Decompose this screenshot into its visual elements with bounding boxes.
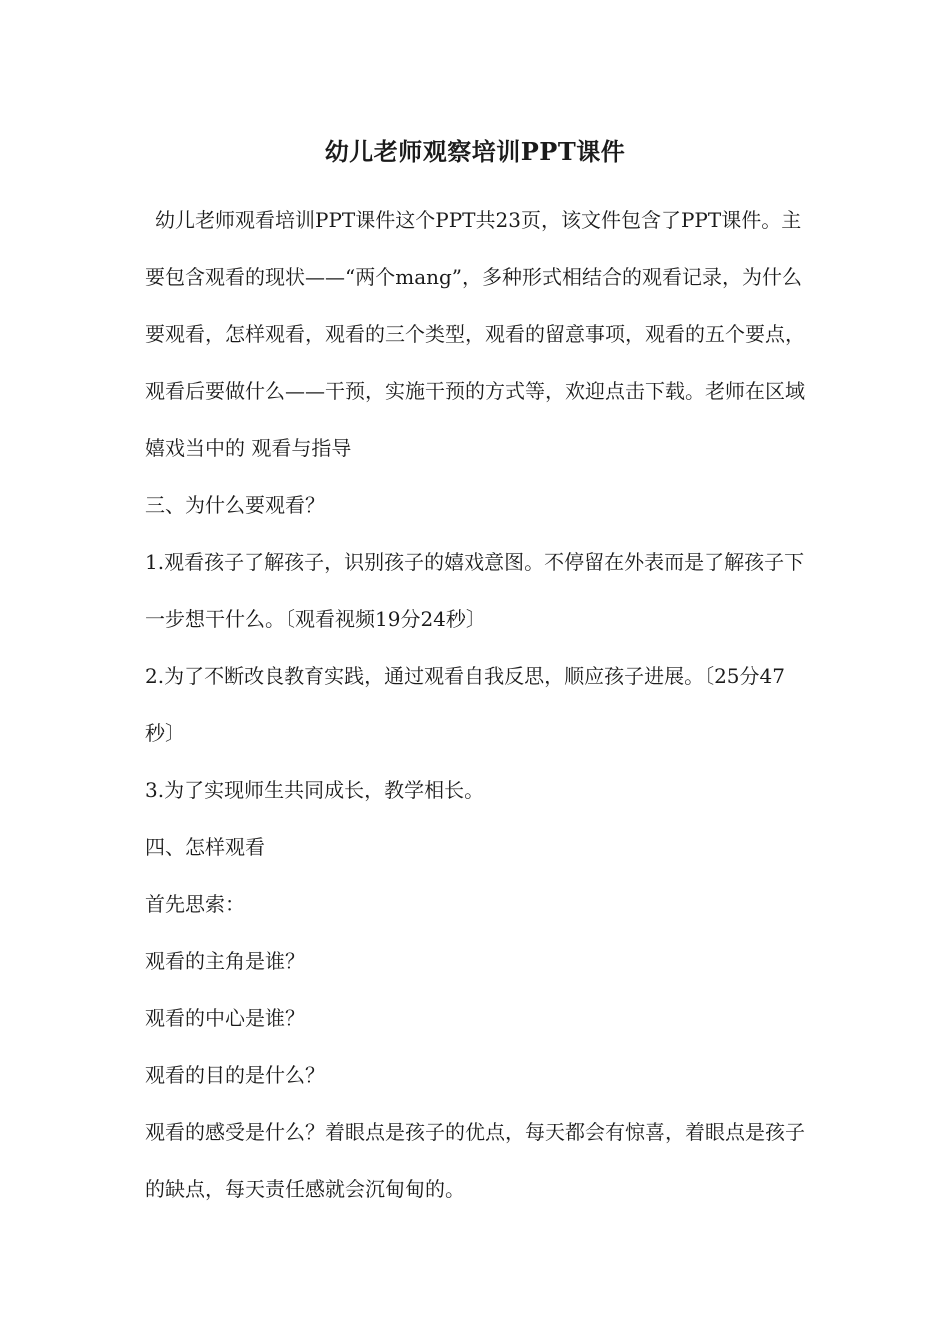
question-feeling: 观看的感受是什么？着眼点是孩子的优点，每天都会有惊喜，着眼点是孩子的缺点，每天责任感就会沉甸甸的。 (145, 1120, 805, 1201)
question-protagonist: 观看的主角是谁？ (145, 949, 305, 973)
section-heading-why-observe: 三、为什么要观看？ (145, 493, 325, 517)
list-item-3: 3.为了实现师生共同成长，教学相长。 (145, 778, 485, 802)
list-item-2: 2.为了不断改良教育实践，通过观看自我反思，顺应孩子进展。〔25分47秒〕 (145, 664, 785, 745)
question-center: 观看的中心是谁？ (145, 1006, 305, 1030)
document-title: 幼儿老师观察培训PPT课件 (324, 137, 626, 166)
section-heading-how-observe: 四、怎样观看 (145, 835, 265, 859)
list-item-1: 1.观看孩子了解孩子，识别孩子的嬉戏意图。不停留在外表而是了解孩子下一步想干什么。〔观看视频19分24秒〕 (145, 550, 805, 631)
intro-paragraph: 幼儿老师观看培训PPT课件这个PPT共23页，该文件包含了PPT课件。主要包含观看的现状——“两个mang”，多种形式相结合的观看记录，为什么要观看，怎样观看，观看的三个类型，观看的留意事项，观看的五个要点，观看后要做什么——干预，实施干预的方式等，欢迎点击下载。老师在区域嬉戏当中的 观看与指导 (145, 208, 805, 460)
paragraph-think-first: 首先思索： (145, 892, 245, 916)
question-purpose: 观看的目的是什么？ (145, 1063, 325, 1087)
document-body (145, 192, 810, 1218)
